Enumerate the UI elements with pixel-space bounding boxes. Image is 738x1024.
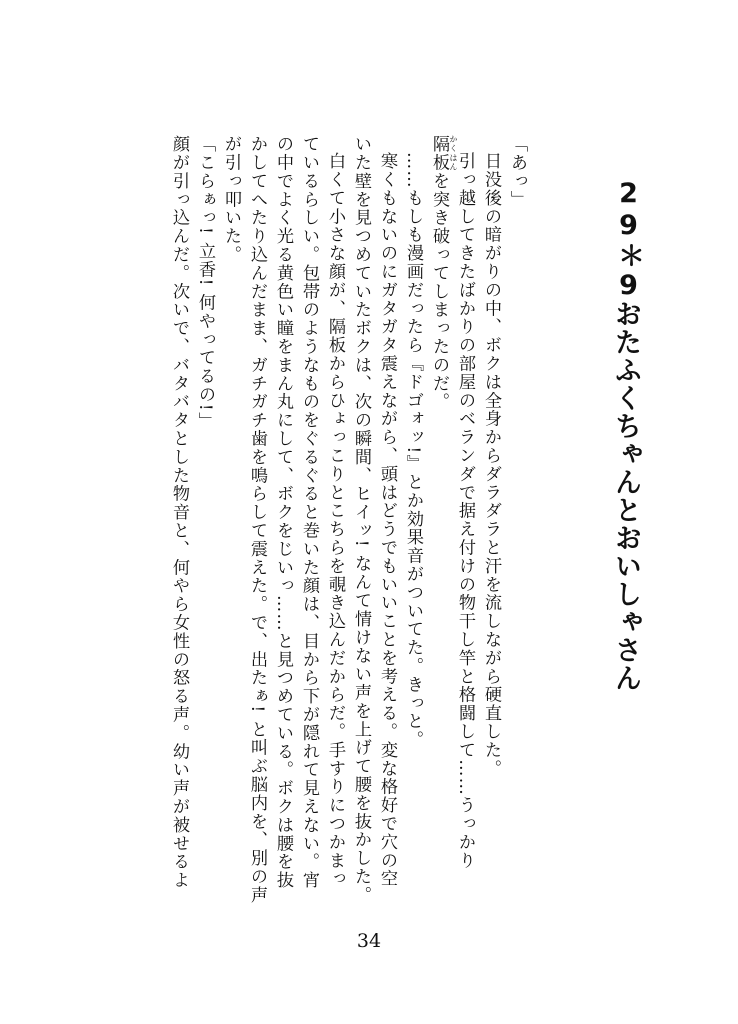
paragraph: 「あっ」 [507,135,527,209]
paragraph: 寒くもないのにガタガタ震えながら、頭はどうでもいいことを考える。変な格好で穴の空いた壁を見つめていたボクは、次の瞬間、ヒイッ! なんて情けない声を上げて腰を抜かした。 [351,135,397,905]
paragraph: 白くて小さな顔が、隔板からひょっこりとこちらを覗き込んだからだ。手すりにつかまっているらしい。包帯のようなものをぐるぐると巻いた顔は、目から下が隠れて見えない。宵の中でよく光る黄色い瞳をまん丸にして、ボクをじいっ……と見つめている。ボクは腰を抜かしてへたり込んだまま、ガチガチ歯を鳴らして震えた。で、出たぁ! と叫ぶ脳内を、別の声が引っ叩いた。 [221,135,345,905]
ruby-line-rest: を突き破ってしまったのだ。 [429,171,449,412]
paragraph: 日没後の暗がりの中、ボクは全身からダラダラと汗を流しながら硬直した。 [481,152,501,778]
paragraph-ruby [426,135,458,905]
page-number: 34 [356,930,382,952]
paragraph: 顔が引っ込んだ。次いで、バタバタとした物音と、何やら女性の怒る声。幼い声が被せるよ [169,135,189,890]
chapter-number: 29＊9 [613,178,644,302]
paragraph: 「こらぁっ! 立香! 何やってるの!」 [195,135,215,431]
ruby-base: 隔板 かくはん [429,135,458,172]
body-text [160,135,530,905]
ruby-reading: かくはん [449,135,458,172]
chapter-title: おたふくちゃんとおいしゃさん [610,300,641,692]
paragraph: ……もしも漫画だったら『ドゴォッ!』とか効果音がついてた。きっと。 [403,152,423,750]
paragraph: 引っ越してきたばかりの部屋のベランダで据え付けの物干し竿と格闘して……うっかり [455,152,475,870]
